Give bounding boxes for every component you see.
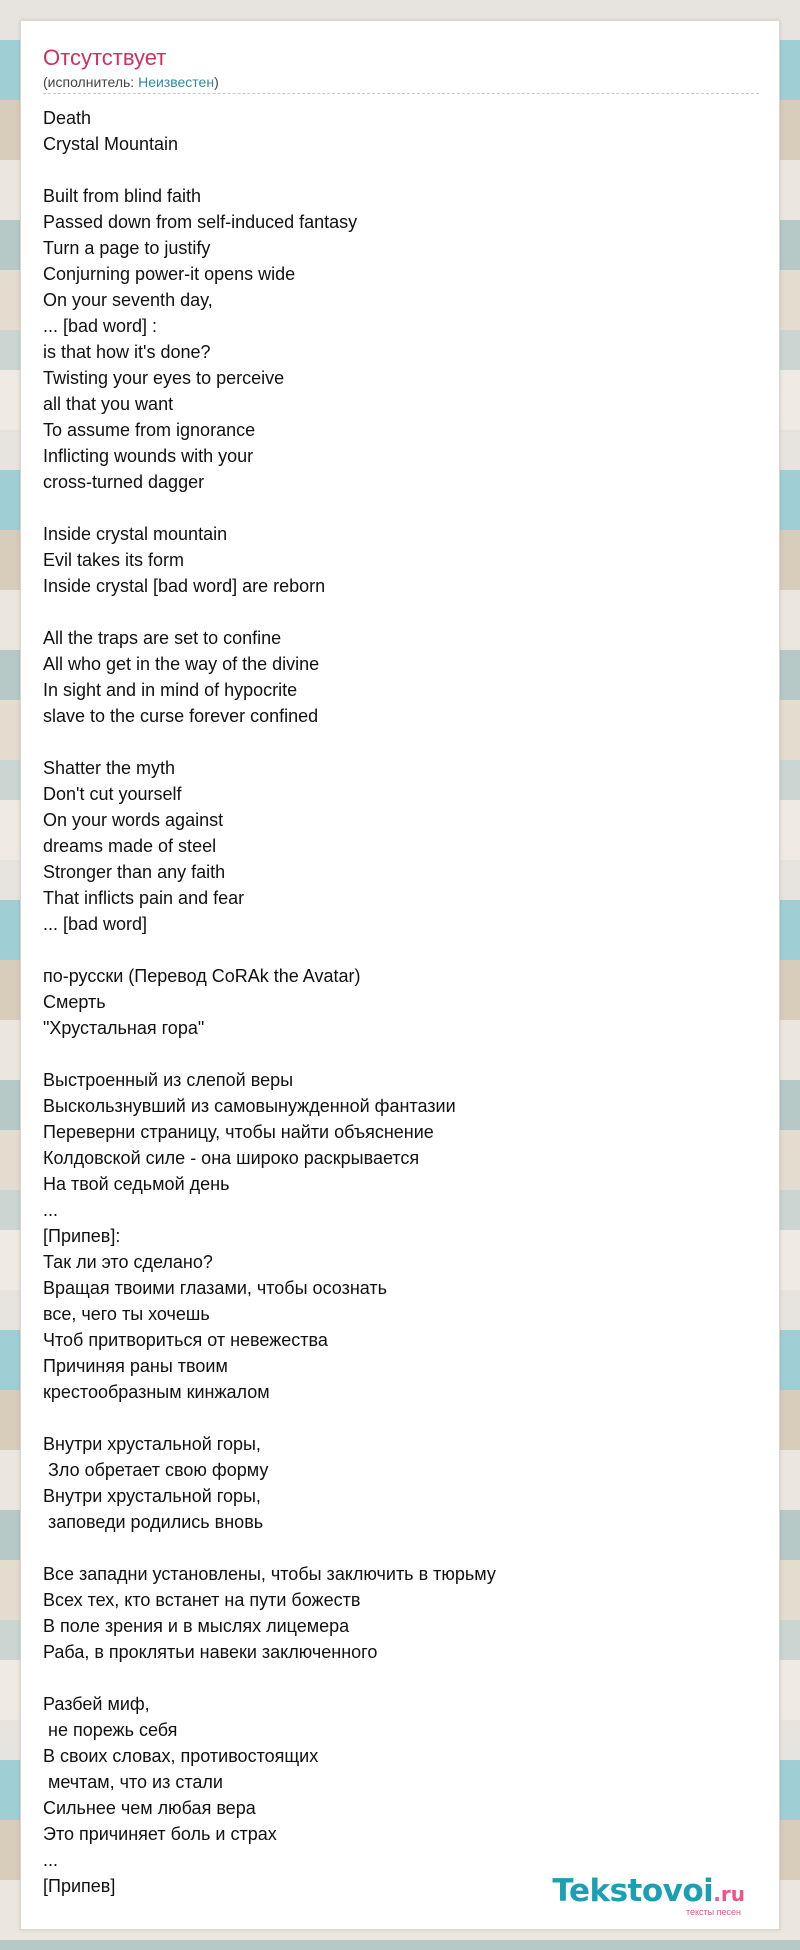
logo-main-text: Tekstovoi [552,1873,714,1909]
lyrics-text: Death Crystal Mountain Built from blind faith Passed down from self-induced fantasy Turn a page to justify Conjurning power-it opens wide On your seventh day, ... [bad word] : is that how it's done? Twisting your eyes to perceive all that you want To assume from ignorance Inflicting wounds with your cross-turned dagger Inside crystal mountain Evil takes its form Inside crystal [bad word] are reborn All the traps are set to confine All who get in the way of the divine In sight and in mind of hypocrite slave to the curse forever confined Shatter the myth Don't cut yourself On your words against dreams made of steel Stronger than any faith That inflicts pain and fear ... [bad word] по-русски (Перевод CoRAk the Avatar) Смерть "Хрустальная гора" Выстроенный из слепой веры Выскользнувший из самовынужденной фантазии Переверни страницу, чтобы найти объяснение Колдовской силе - она широко раскрывается На твой седьмой день ... [Припев]: Так ли это сделано? Вращая твоими глазами, чтобы осознать все, чего ты хочешь Чтоб притвориться от невежества Причиняя раны твоим крестообразным кинжалом Внутри хрустальной горы, Зло обретает свою форму Внутри хрустальной горы, заповеди родились вновь Все западни установлены, чтобы заключить в тюрьму Всех тех, кто встанет на пути божеств В поле зрения и в мыслях лицемера Раба, в проклятьи навеки заключенного Разбей миф, не порежь себя В своих словах, противостоящих мечтам, что из стали Сильнее чем любая вера Это причиняет боль и страх ... [Припев] [43,108,496,1896]
artist-link[interactable]: Неизвестен [138,74,215,90]
artist-suffix: ) [214,74,219,90]
site-logo[interactable] [552,1873,745,1917]
logo-tagline: тексты песен [685,1907,741,1917]
lyrics-card [20,20,780,1930]
logo-tld-text: .ru [713,1882,745,1906]
artist-prefix: (исполнитель: [43,74,139,90]
artist-line [43,73,759,91]
song-title: Отсутствует [43,45,167,70]
song-header [43,43,759,94]
